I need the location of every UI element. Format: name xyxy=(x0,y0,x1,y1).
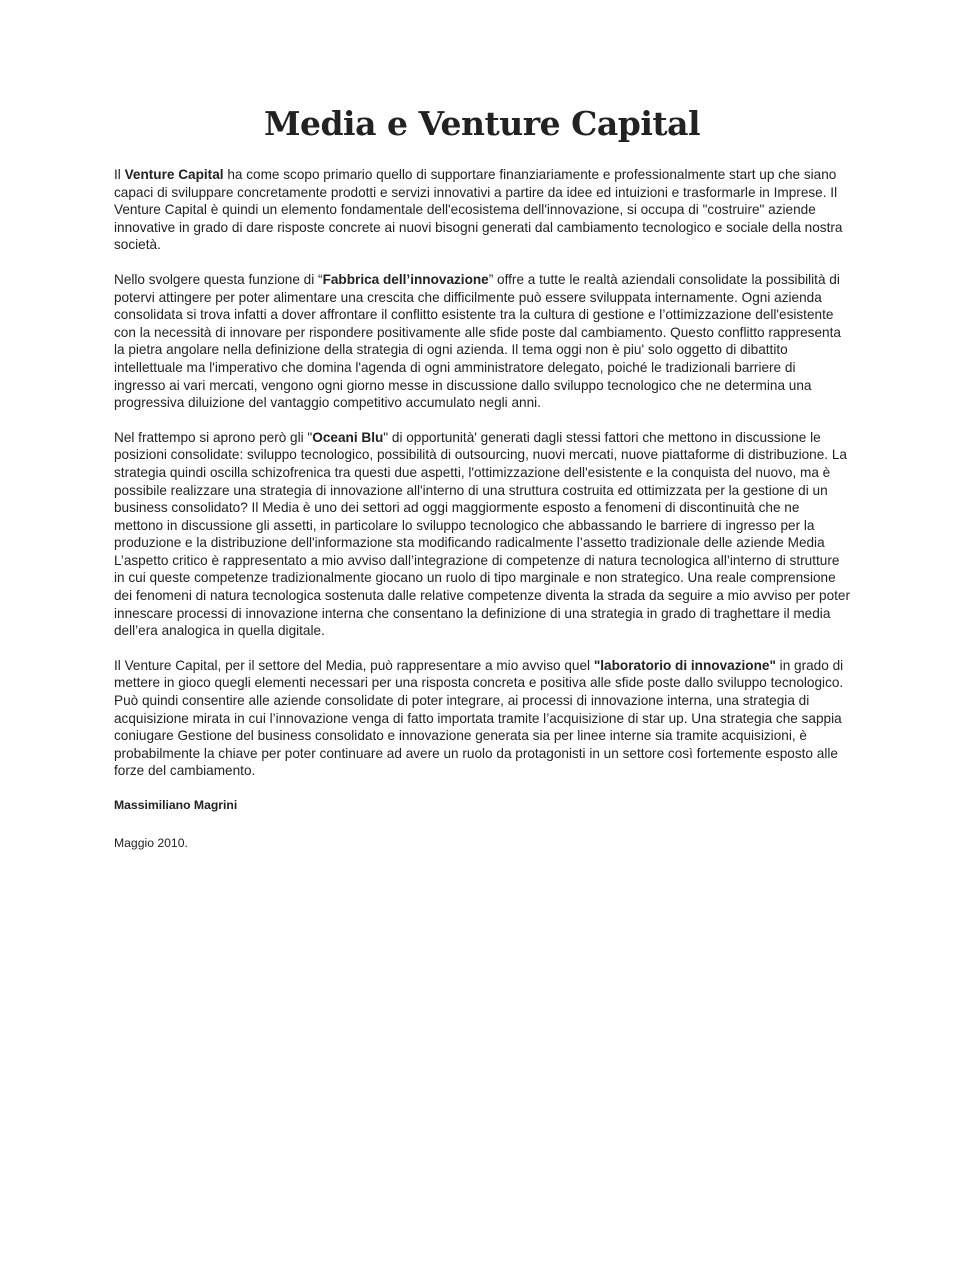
paragraph-3-bold-oceani-blu: Oceani Blu xyxy=(312,429,384,445)
paragraph-1 xyxy=(114,166,850,254)
document-page xyxy=(114,104,850,852)
paragraph-4 xyxy=(114,657,850,780)
paragraph-3-run-1: Nel frattempo si aprono però gli " xyxy=(114,429,313,445)
paragraph-2 xyxy=(114,271,850,412)
page-title: Media e Venture Capital xyxy=(263,104,701,143)
paragraph-2-run-1: Nello svolgere questa funzione di “ xyxy=(114,271,323,287)
paragraph-4-run-3: in grado di mettere in gioco quegli elementi necessari per una risposta concreta e positiva alle sfide poste dallo sviluppo tecnologico. Può quindi consentire alle aziende consolidate di poter integrare, ai processi di innovazione interna, una strategia di acquisizione mirata in cui l’innovazione venga di fatto importata tramite l’acquisizione di star up. Una strategia che sappia coniugare Gestione del business consolidato e innovazione generata sia per linee interne sia tramite acquisizioni, è probabilmente la chiave per poter continuare ad avere un ruolo da protagonisti in un settore così fortemente esposto alle forze del cambiamento. xyxy=(114,657,844,779)
paragraph-1-bold-venture-capital: Venture Capital xyxy=(124,167,224,182)
paragraph-3 xyxy=(114,429,850,640)
paragraph-4-bold-laboratorio: "laboratorio di innovazione" xyxy=(593,657,776,673)
paragraph-2-bold-fabbrica: Fabbrica dell’innovazione xyxy=(322,271,489,287)
document-date: Maggio 2010. xyxy=(114,835,188,850)
paragraph-3-run-3: " di opportunità' generati dagli stessi fattori che mettono in discussione le posizioni consolidate: sviluppo tecnologico, possibilità di outsourcing, nuovi mercati, nuove piattaforme di distribuzione. La strategia quindi oscilla schizofrenica tra questi due aspetti, l'ottimizzazione dell'esistente e la conquista del nuovo, ma è possibile realizzare una strategia di innovazione all'interno di una struttura costruita ed ottimizzata per la gestione di un business consolidato? Il Media è uno dei settori ad oggi maggiormente esposto a fenomeni di discontinuità che ne mettono in discussione gli assetti, in particolare lo sviluppo tecnologico che abbassando le barriere di ingresso per la produzione e la distribuzione dell'informazione sta modificando radicalmente l’assetto tradizionale delle aziende Media L’aspetto critico è rappresentato a mio avviso dall’integrazione di competenze di natura tecnologica all’interno di strutture in cui queste competenze tradizionalmente giocano un ruolo di tipo marginale e non strategico. Una reale comprensione dei fenomeni di natura tecnologica sostenuta dalle relative competenze diventa la strada da seguire a mio avviso per poter innescare processi di innovazione interna che consentano la definizione di una strategia in grado di traghettare il media dell’era analogica in quella digitale. xyxy=(114,429,851,639)
paragraph-2-run-3: ” offre a tutte le realtà aziendali consolidate la possibilità di potervi attingere per poter alimentare una crescita che difficilmente può essere sviluppata internamente. Ogni azienda consolidata si trova infatti a dover affrontare il conflitto esistente tra la cultura di gestione e l’ottimizzazione dell'esistente con la necessità di innovare per rispondere positivamente alle sfide poste dal cambiamento. Questo conflitto rappresenta la pietra angolare nella definizione della strategia di ogni azienda. Il tema oggi non è piu' solo oggetto di dibattito intellettuale ma l'imperativo che domina l'agenda di ogni amministratore delegato, poiché le tradizionali barriere di ingresso ai vari mercati, vengono ogni giorno messe in discussione dallo sviluppo tecnologico che ne determina una progressiva diluizione del vantaggio competitivo accumulato negli anni. xyxy=(114,271,841,411)
paragraph-1-run-1: Il xyxy=(114,167,125,182)
paragraph-1-run-3: ha come scopo primario quello di supportare finanziariamente e professionalmente start up che siano capaci di sviluppare concretamente prodotti e servizi innovativi a partire da idee ed intuizioni e trasformarle in Imprese. Il Venture Capital è quindi un elemento fondamentale dell'ecosistema dell'innovazione, si occupa di "costruire" aziende innovative in grado di dare risposte concrete ai nuovi bisogni generati dal cambiamento tecnologico e sociale della nostra società. xyxy=(114,167,843,253)
paragraph-4-run-1: Il Venture Capital, per il settore del Media, può rappresentare a mio avviso quel xyxy=(114,657,594,673)
author-signature: Massimiliano Magrini xyxy=(114,798,238,812)
